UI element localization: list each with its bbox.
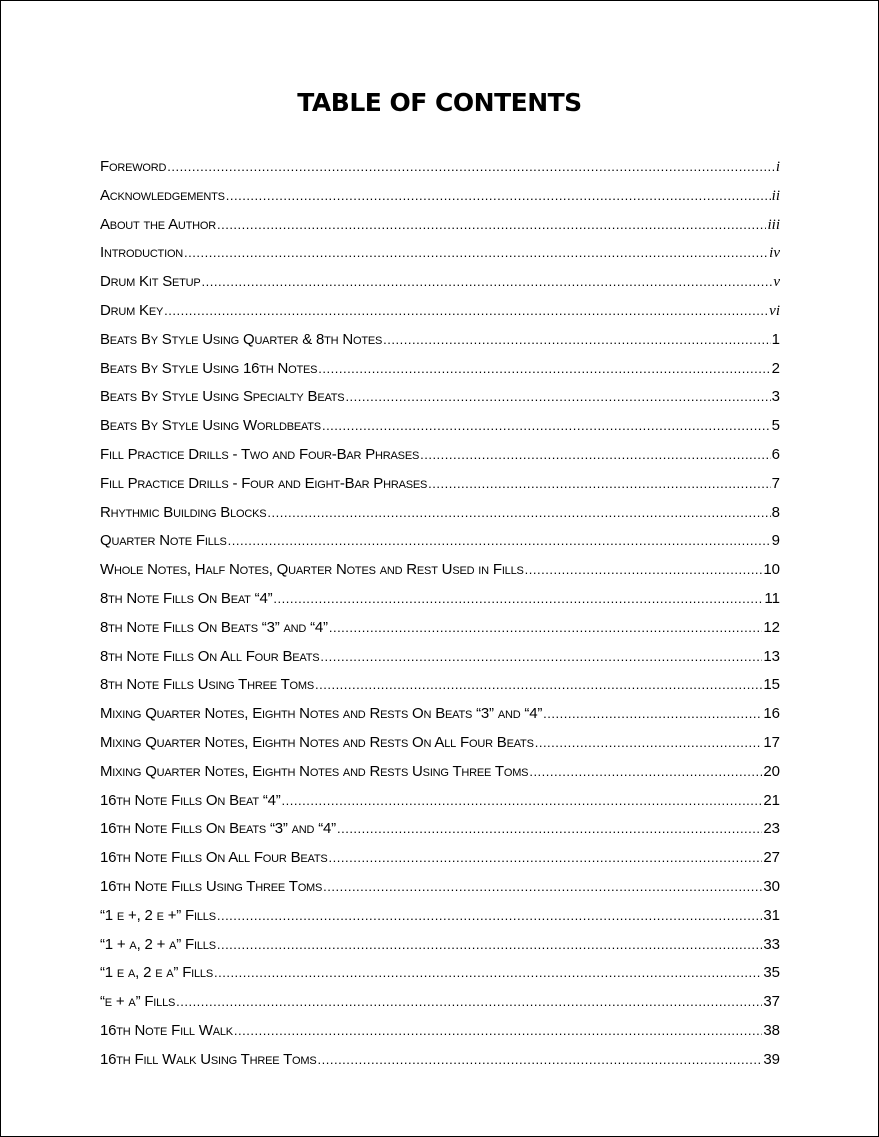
toc-entry-label: Beats By Style Using Worldbeats <box>100 417 321 435</box>
toc-entry-label: Fill Practice Drills - Two and Four-Bar Phrases <box>100 445 420 463</box>
toc-entry-label: Beats By Style Using Specialty Beats <box>100 388 345 406</box>
toc-entry[interactable] <box>100 959 780 988</box>
toc-entry-label: 8th Note Fills On Beats “3” and “4” <box>100 618 328 636</box>
toc-entry-page-number: 13 <box>763 647 780 665</box>
toc-entry-label: 16th Note Fills On Beats “3” and “4” <box>100 820 336 838</box>
toc-entry-page-number: 16 <box>763 705 780 723</box>
dot-leader <box>323 873 762 902</box>
toc-entry-label: Rhythmic Building Blocks <box>100 503 267 521</box>
dot-leader <box>337 815 762 844</box>
toc-entry[interactable] <box>100 787 780 816</box>
toc-entry[interactable] <box>100 700 780 729</box>
toc-entry[interactable] <box>100 758 780 787</box>
toc-entry-label: Drum Key <box>100 301 164 319</box>
toc-entry-page-number: 33 <box>763 935 780 953</box>
toc-entry-label: 8th Note Fills On All Four Beats <box>100 647 320 665</box>
dot-leader <box>383 326 770 355</box>
toc-entry-label: Whole Notes, Half Notes, Quarter Notes and Rest Used in Fills <box>100 561 524 579</box>
toc-entry[interactable] <box>100 729 780 758</box>
toc-entry-label: Mixing Quarter Notes, Eighth Notes and Rests On All Four Beats <box>100 733 534 751</box>
toc-entry-label: Drum Kit Setup <box>100 273 201 291</box>
toc-entry[interactable] <box>100 297 780 326</box>
toc-entry-page-number: 12 <box>763 618 780 636</box>
toc-entry-label: “1 e +, 2 e +” Fills <box>100 906 216 924</box>
toc-entry[interactable] <box>100 988 780 1017</box>
toc-entry[interactable] <box>100 153 780 182</box>
toc-entry[interactable] <box>100 1017 780 1046</box>
toc-entry[interactable] <box>100 441 780 470</box>
toc-entry-label: 8th Note Fills On Beat “4” <box>100 589 273 607</box>
dot-leader <box>329 614 762 643</box>
toc-entry-page-number: 11 <box>764 589 780 607</box>
dot-leader <box>234 1017 762 1046</box>
toc-entry-page-number: i <box>775 159 780 175</box>
toc-entry-page-number: 31 <box>763 906 780 924</box>
toc-entry-page-number: 3 <box>771 388 780 406</box>
toc-entry[interactable] <box>100 268 780 297</box>
toc-entry[interactable] <box>100 182 780 211</box>
dot-leader <box>320 643 762 672</box>
toc-entry-page-number: 35 <box>763 964 780 982</box>
toc-entry-label: Introduction <box>100 244 184 262</box>
toc-entry-label: Mixing Quarter Notes, Eighth Notes and Rests Using Three Toms <box>100 762 529 780</box>
dot-leader <box>535 729 763 758</box>
dot-leader <box>226 182 771 211</box>
page-title: TABLE OF CONTENTS <box>297 88 582 117</box>
toc-entry[interactable] <box>100 470 780 499</box>
toc-entry-label: Beats By Style Using 16th Notes <box>100 359 318 377</box>
toc-entry-label: “1 + a, 2 + a” Fills <box>100 935 216 953</box>
dot-leader <box>167 153 775 182</box>
toc-entry-label: 16th Note Fills Using Three Toms <box>100 877 323 895</box>
toc-entry[interactable] <box>100 931 780 960</box>
toc-entry-label: Fill Practice Drills - Four and Eight-Bar Phrases <box>100 474 428 492</box>
toc-entry-label: Acknowledgements <box>100 186 225 204</box>
toc-entry-page-number: 21 <box>763 791 780 809</box>
dot-leader <box>322 412 771 441</box>
toc-entry-page-number: 9 <box>771 532 780 550</box>
toc-entry-label: 16th Note Fills On Beat “4” <box>100 791 281 809</box>
toc-entry-page-number: 37 <box>763 993 780 1011</box>
toc-entry[interactable] <box>100 614 780 643</box>
toc-entry-label: 8th Note Fills Using Three Toms <box>100 676 315 694</box>
dot-leader <box>282 787 763 816</box>
toc-entry-page-number: 15 <box>763 676 780 694</box>
dot-leader <box>273 585 763 614</box>
dot-leader <box>217 931 762 960</box>
toc-entry-page-number: 23 <box>763 820 780 838</box>
toc-entry[interactable] <box>100 902 780 931</box>
dot-leader <box>267 499 770 528</box>
toc-entry[interactable] <box>100 585 780 614</box>
toc-entry-page-number: 7 <box>771 474 780 492</box>
dot-leader <box>315 671 762 700</box>
toc-entry[interactable] <box>100 383 780 412</box>
toc-entry-page-number: v <box>773 274 780 291</box>
dot-leader <box>529 758 762 787</box>
dot-leader <box>318 1046 763 1075</box>
dot-leader <box>164 297 768 326</box>
dot-leader <box>420 441 771 470</box>
toc-entry[interactable] <box>100 326 780 355</box>
toc-entry-page-number: 17 <box>763 733 780 751</box>
toc-entry-page-number: 8 <box>771 503 780 521</box>
toc-entry[interactable] <box>100 556 780 585</box>
toc-entry[interactable] <box>100 815 780 844</box>
toc-entry-label: Mixing Quarter Notes, Eighth Notes and Rests On Beats “3” and “4” <box>100 705 543 723</box>
toc-entry[interactable] <box>100 873 780 902</box>
toc-entry-label: About the Author <box>100 215 216 233</box>
toc-entry-page-number: iv <box>769 245 780 262</box>
toc-entry-page-number: 2 <box>771 359 780 377</box>
toc-entry[interactable] <box>100 1046 780 1075</box>
toc-entry-page-number: ii <box>771 187 780 204</box>
dot-leader <box>228 527 771 556</box>
toc-entry-page-number: 5 <box>771 417 780 435</box>
toc-entry-label: “1 e a, 2 e a” Fills <box>100 964 213 982</box>
toc-entry-page-number: 27 <box>763 849 780 867</box>
toc-entry-page-number: 1 <box>771 330 780 348</box>
toc-entry-page-number: 10 <box>763 561 780 579</box>
toc-entry-label: 16th Note Fill Walk <box>100 1021 233 1039</box>
dot-leader <box>214 959 762 988</box>
toc-entry-page-number: vi <box>769 302 780 319</box>
dot-leader <box>176 988 762 1017</box>
dot-leader <box>202 268 773 297</box>
toc-entry-page-number: 6 <box>771 445 780 463</box>
dot-leader <box>217 902 762 931</box>
toc-entry[interactable] <box>100 499 780 528</box>
dot-leader <box>217 211 767 240</box>
toc-entry-label: Foreword <box>100 158 167 175</box>
toc-entry-label: 16th Note Fills On All Four Beats <box>100 849 328 867</box>
toc-entry-page-number: 39 <box>763 1050 780 1068</box>
toc-entry[interactable] <box>100 671 780 700</box>
toc-entry[interactable] <box>100 527 780 556</box>
dot-leader <box>329 844 763 873</box>
dot-leader <box>543 700 762 729</box>
dot-leader <box>318 355 770 384</box>
dot-leader <box>345 383 770 412</box>
toc-entry-label: “e + a” Fills <box>100 993 176 1011</box>
toc-list <box>100 153 780 1075</box>
toc-entry-page-number: 20 <box>763 762 780 780</box>
toc-entry-page-number: 30 <box>763 877 780 895</box>
toc-entry[interactable] <box>100 643 780 672</box>
dot-leader <box>428 470 771 499</box>
toc-entry[interactable] <box>100 844 780 873</box>
toc-entry-label: Quarter Note Fills <box>100 532 227 550</box>
toc-entry-label: Beats By Style Using Quarter & 8th Notes <box>100 330 383 348</box>
toc-entry-label: 16th Fill Walk Using Three Toms <box>100 1050 317 1068</box>
dot-leader <box>184 239 768 268</box>
toc-entry[interactable] <box>100 239 780 268</box>
toc-entry-page-number: iii <box>767 216 780 233</box>
toc-entry[interactable] <box>100 412 780 441</box>
toc-entry-page-number: 38 <box>763 1021 780 1039</box>
toc-entry[interactable] <box>100 211 780 240</box>
dot-leader <box>525 556 763 585</box>
toc-entry[interactable] <box>100 355 780 384</box>
